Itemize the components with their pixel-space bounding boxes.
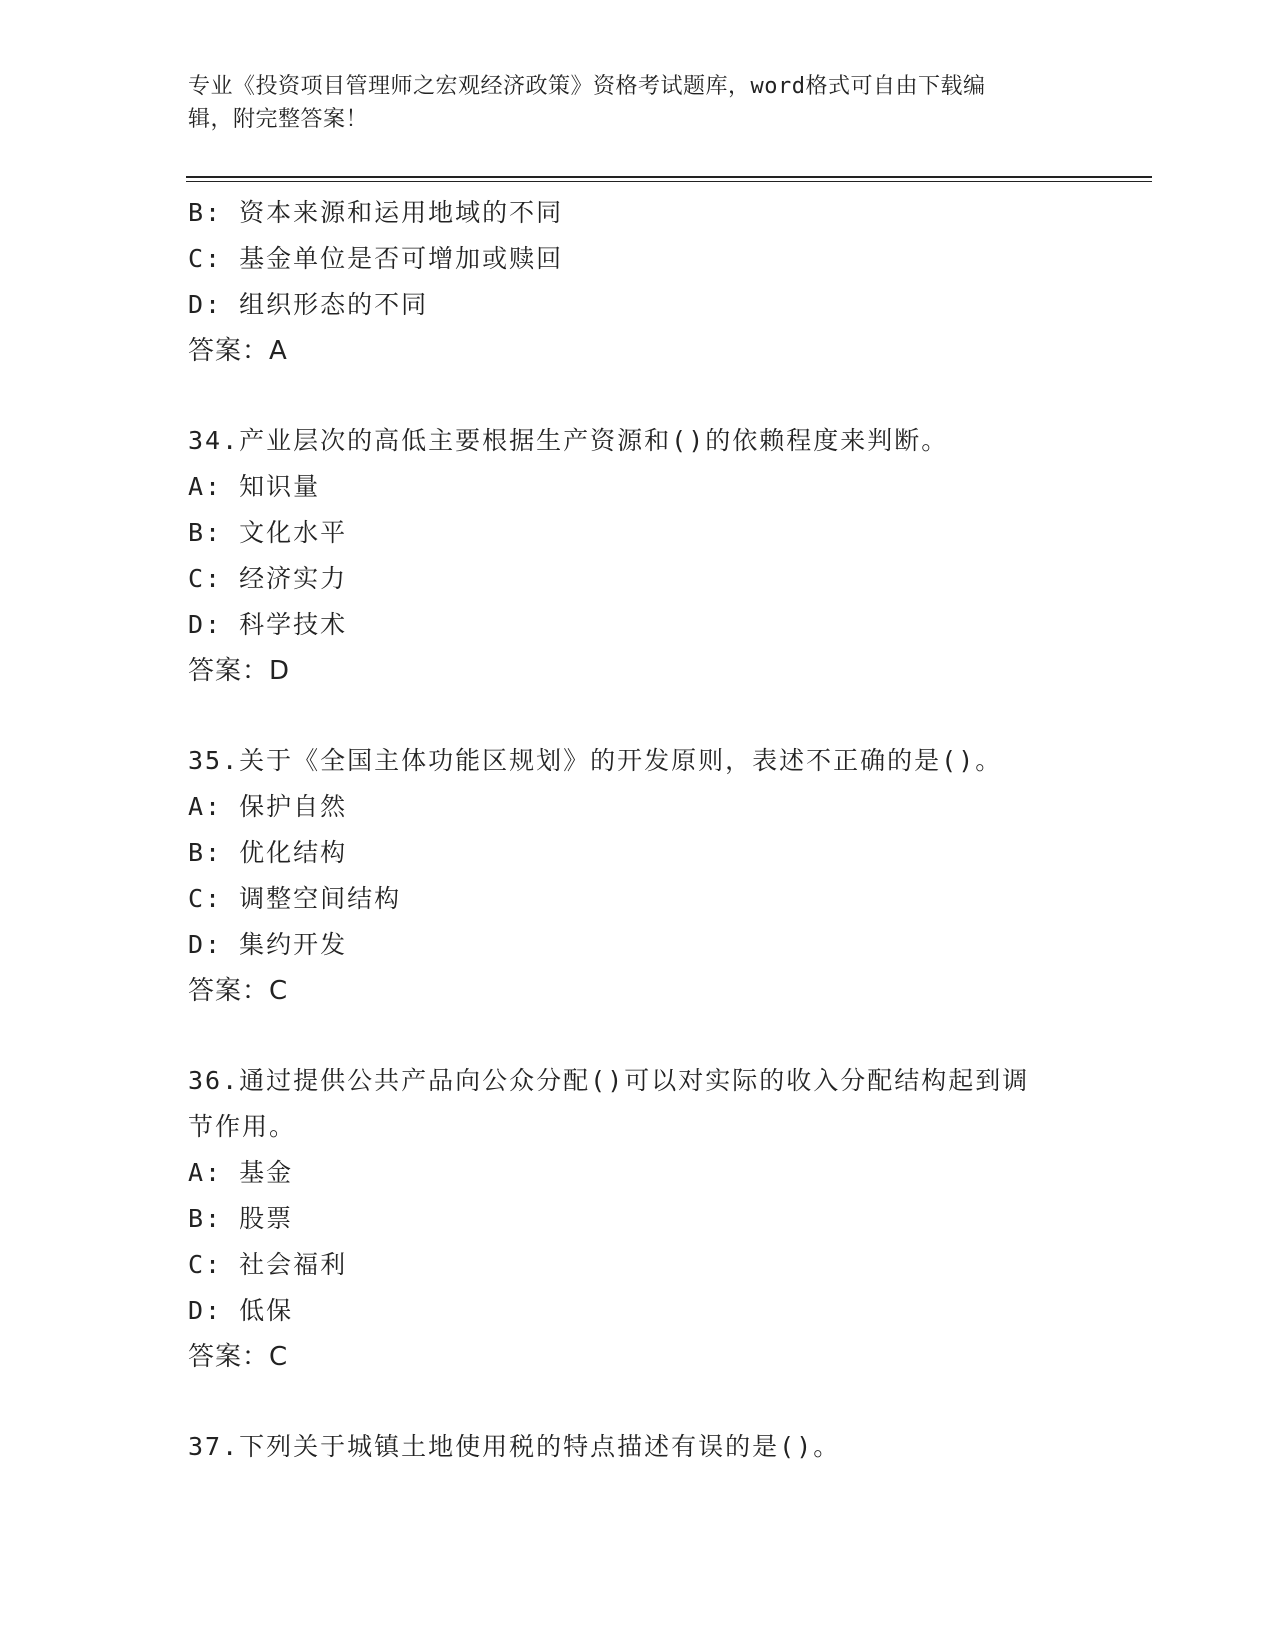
option-a: A: 知识量 [188, 472, 321, 501]
option-b: B: 文化水平 [188, 518, 348, 547]
header-title-line-1: 专业《投资项目管理师之宏观经济政策》资格考试题库，word格式可自由下载编 [188, 74, 986, 99]
question-list [188, 190, 1088, 1470]
option-c: C: 社会福利 [188, 1250, 348, 1279]
header-divider-thin [186, 181, 1152, 182]
option-b: B: 股票 [188, 1204, 294, 1233]
question-text: 37.下列关于城镇土地使用税的特点描述有误的是()。 [188, 1432, 841, 1461]
option-c: C: 基金单位是否可增加或赎回 [188, 244, 564, 273]
option-d: D: 低保 [188, 1296, 294, 1325]
spacer [188, 374, 1088, 418]
answer-label: 答案：C [188, 1342, 289, 1372]
answer-label: 答案：A [188, 336, 288, 366]
option-d: D: 集约开发 [188, 930, 348, 959]
question-text: 34.产业层次的高低主要根据生产资源和()的依赖程度来判断。 [188, 426, 949, 455]
option-d: D: 科学技术 [188, 610, 348, 639]
option-d: D: 组织形态的不同 [188, 290, 429, 319]
option-a: A: 保护自然 [188, 792, 348, 821]
answer-label: 答案：C [188, 976, 289, 1006]
question-34 [188, 418, 1088, 694]
option-a: A: 基金 [188, 1158, 294, 1187]
header-title-line-2: 辑，附完整答案！ [188, 107, 369, 132]
header-divider-thick [186, 176, 1152, 178]
question-text-line-1: 36.通过提供公共产品向公众分配()可以对实际的收入分配结构起到调 [188, 1066, 1030, 1095]
question-37 [188, 1424, 1088, 1470]
spacer [188, 1380, 1088, 1424]
question-text-line-2: 节作用。 [188, 1112, 297, 1141]
option-b: B: 资本来源和运用地域的不同 [188, 198, 564, 227]
question-33-continued [188, 190, 1088, 374]
question-text: 35.关于《全国主体功能区规划》的开发原则，表述不正确的是()。 [188, 746, 1003, 775]
option-b: B: 优化结构 [188, 838, 348, 867]
spacer [188, 1014, 1088, 1058]
question-35 [188, 738, 1088, 1014]
document-header [188, 70, 1068, 136]
option-c: C: 调整空间结构 [188, 884, 402, 913]
question-36 [188, 1058, 1088, 1380]
spacer [188, 694, 1088, 738]
answer-label: 答案：D [188, 656, 291, 686]
option-c: C: 经济实力 [188, 564, 348, 593]
